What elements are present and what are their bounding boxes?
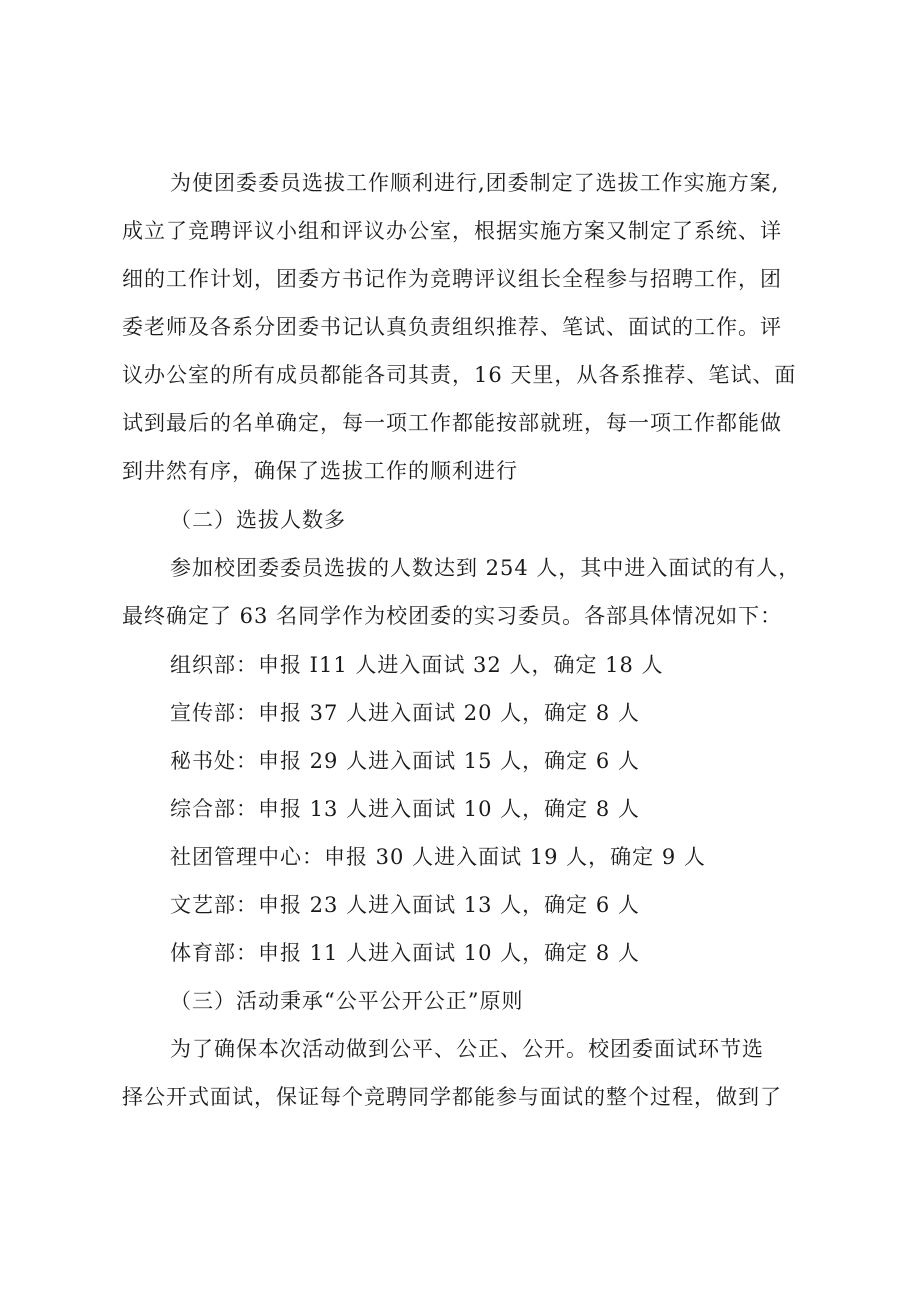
paragraph-line: 细的工作计划，团委方书记作为竞聘评议组长全程参与招聘工作，团 <box>122 267 782 291</box>
paragraph-line: 议办公室的所有成员都能各司其责，16 天里，从各系推荐、笔试、面 <box>122 363 797 387</box>
department-item: 体育部：申报 11 人进入面试 10 人，确定 8 人 <box>170 941 640 965</box>
department-item: 文艺部：申报 23 人进入面试 13 人，确定 6 人 <box>170 893 640 917</box>
paragraph-line: 委老师及各系分团委书记认真负责组织推荐、笔试、面试的工作。评 <box>122 315 782 339</box>
paragraph-line: 成立了竞聘评议小组和评议办公室，根据实施方案又制定了系统、详 <box>122 219 782 243</box>
section-heading-selection-count: （二）选拔人数多 <box>170 508 346 532</box>
department-item: 组织部：申报 I11 人进入面试 32 人，确定 18 人 <box>170 653 664 677</box>
paragraph-line: 到井然有序，确保了选拔工作的顺利进行 <box>122 459 518 483</box>
department-item: 综合部：申报 13 人进入面试 10 人，确定 8 人 <box>170 797 640 821</box>
paragraph-line: 试到最后的名单确定，每一项工作都能按部就班，每一项工作都能做 <box>122 411 782 435</box>
paragraph-line: 为使团委委员选拔工作顺利进行,团委制定了选拔工作实施方案, <box>170 171 780 195</box>
paragraph-line: 为了确保本次活动做到公平、公正、公开。校团委面试环节选 <box>170 1037 764 1061</box>
paragraph-line: 最终确定了 63 名同学作为校团委的实习委员。各部具体情况如下： <box>122 604 783 628</box>
department-item: 秘书处：申报 29 人进入面试 15 人，确定 6 人 <box>170 749 640 773</box>
department-item: 宣传部：申报 37 人进入面试 20 人，确定 8 人 <box>170 701 640 725</box>
paragraph-line: 参加校团委委员选拔的人数达到 254 人，其中进入面试的有人， <box>170 556 801 580</box>
section-heading-fairness: （三）活动秉承“公平公开公正”原则 <box>170 989 524 1013</box>
paragraph-line: 择公开式面试，保证每个竞聘同学都能参与面试的整个过程，做到了 <box>122 1085 782 1109</box>
department-item: 社团管理中心：申报 30 人进入面试 19 人，确定 9 人 <box>170 845 706 869</box>
